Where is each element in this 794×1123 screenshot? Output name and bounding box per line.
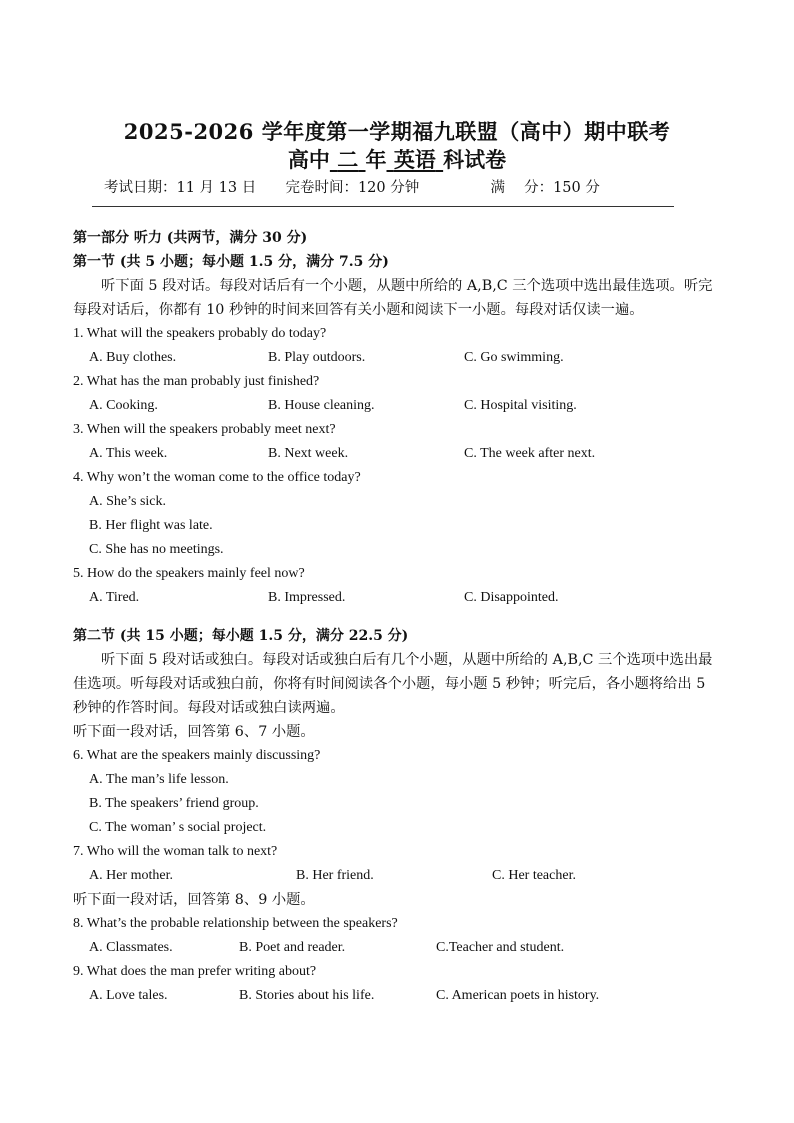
option-a: A. Love tales. [89,988,168,1003]
question-options [73,394,723,418]
option-a-row [73,490,723,514]
exam-full-score: 满 分：150 分 [490,180,600,196]
question-text: 8. What’s the probable relationship between the speakers? [73,916,398,931]
group-instruction: 听下面一段对话，回答第 6、7 小题。 [73,724,315,740]
question-options [73,442,723,466]
header-divider [92,206,674,207]
exam-duration: 完卷时间：120 分钟 [285,180,420,196]
question-text: 6. What are the speakers mainly discussing? [73,748,321,763]
option-b-row [73,514,723,538]
option-c: C. The woman’ s social project. [89,820,267,835]
question-options [73,864,723,888]
option-a-row [73,768,723,792]
question-options [73,586,723,610]
option-a: A. Tired. [89,590,140,605]
exam-meta [104,176,600,197]
subtitle-mid: 年 [365,147,387,172]
exam-date: 考试日期：11 月 13 日 [104,180,257,196]
option-a: A. The man’s life lesson. [89,772,229,787]
option-b: B. The speakers’ friend group. [89,796,259,811]
option-a: A. Classmates. [89,940,173,955]
option-c: C. American poets in history. [436,988,600,1003]
subtitle-prefix: 高中 [287,147,330,172]
option-b: B. Play outdoors. [268,350,366,365]
option-c: C.Teacher and student. [436,940,565,955]
question-text: 2. What has the man probably just finished? [73,374,320,389]
exam-content [73,226,723,1008]
part1-heading: 第一部分 听力 (共两节，满分 30 分) [73,230,308,246]
question-text: 7. Who will the woman talk to next? [73,844,278,859]
section2-instructions: 听下面 5 段对话或独白。每段对话或独白后有几个小题，从题中所给的 A,B,C 三个选项中选出最佳选项。听每段对话或独白前，你将有时间阅读各个小题，每小题 5 秒钟；听完后，各小题将给出 5 秒钟的作答时间。每段对话或独白读两遍。 [73,652,713,716]
option-c: C. Hospital visiting. [464,398,577,413]
option-b: B. Impressed. [268,590,346,605]
option-b: B. Next week. [268,446,349,461]
option-b: B. House cleaning. [268,398,375,413]
subtitle-subject: 英语 [393,147,436,172]
option-b: B. Her friend. [296,868,374,883]
option-c: C. Go swimming. [464,350,564,365]
exam-subtitle [0,144,794,174]
option-c: C. Disappointed. [464,590,559,605]
option-a: A. She’s sick. [89,494,166,509]
option-b: B. Poet and reader. [239,940,346,955]
exam-title: 2025-2026 学年度第一学期福九联盟（高中）期中联考 [123,119,671,144]
section1-instructions: 听下面 5 段对话。每段对话后有一个小题，从题中所给的 A,B,C 三个选项中选出最佳选项。听完每段对话后，你都有 10 秒钟的时间来回答有关小题和阅读下一小题。每段对话仅读一遍。 [73,278,713,318]
option-c-row [73,538,723,562]
option-c: C. The week after next. [464,446,596,461]
option-c: C. She has no meetings. [89,542,224,557]
option-a: A. Her mother. [89,868,173,883]
subtitle-suffix: 科试卷 [443,147,507,172]
group-instruction: 听下面一段对话，回答第 8、9 小题。 [73,892,315,908]
option-b: B. Stories about his life. [239,988,375,1003]
option-a: A. This week. [89,446,168,461]
option-c: C. Her teacher. [492,868,576,883]
question-text: 1. What will the speakers probably do today? [73,326,327,341]
option-c-row [73,816,723,840]
question-text: 4. Why won’t the woman come to the office today? [73,470,361,485]
question-options [73,936,723,960]
section1-heading: 第一节 (共 5 小题；每小题 1.5 分，满分 7.5 分) [73,254,389,270]
section2-heading: 第二节 (共 15 小题；每小题 1.5 分，满分 22.5 分) [73,628,409,644]
subtitle-grade: 二 [337,147,359,172]
option-b-row [73,792,723,816]
question-text: 3. When will the speakers probably meet next? [73,422,336,437]
option-b: B. Her flight was late. [89,518,213,533]
question-text: 9. What does the man prefer writing about? [73,964,317,979]
option-a: A. Buy clothes. [89,350,177,365]
question-options [73,346,723,370]
option-a: A. Cooking. [89,398,158,413]
question-text: 5. How do the speakers mainly feel now? [73,566,305,581]
question-options [73,984,723,1008]
section-gap [73,610,723,624]
